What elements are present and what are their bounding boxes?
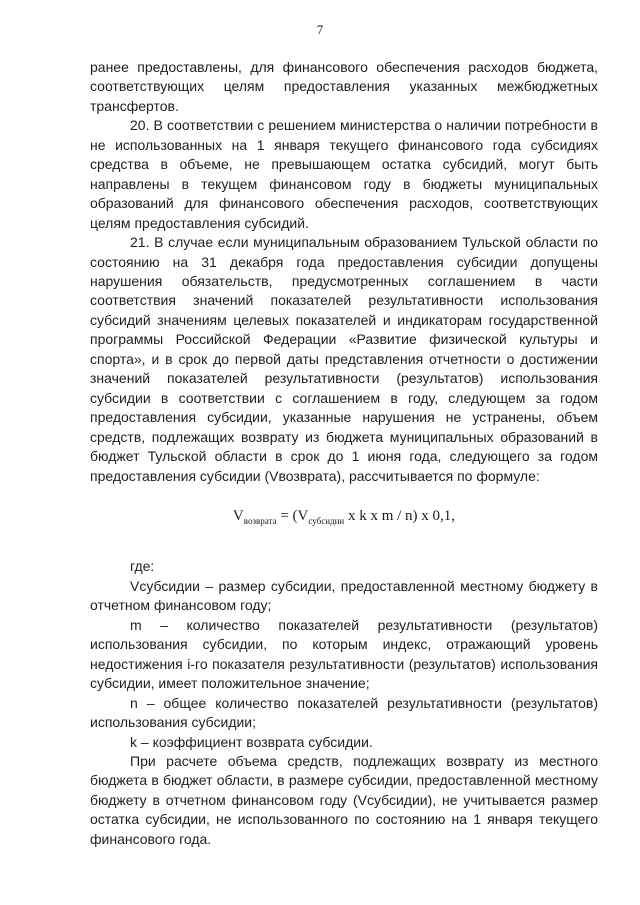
definition-vsubsidii: Vсубсидии – размер субсидии, предоставленной местному бюджету в отчетном финансовом году;: [90, 577, 598, 614]
paragraph-20: 20. В соответствии с решением министерства о наличии потребности в не использованных на 1 января текущего финансового года субсидиях средства в объеме, не превышающем остатка субсидий, могут быть направлены в текущем финансовом году в бюджеты муниципальных образований для финансового обеспечения расходов, соответствующих целям предоставления субсидий.: [90, 117, 598, 231]
formula: [90, 507, 598, 531]
paragraph-21: 21. В случае если муниципальным образованием Тульской области по состоянию на 31 декабря года предоставления субсидии допущены нарушения обязательств, предусмотренных соглашением в части соответствия значений показателей результативности использования субсидий значениям целевых показателей и индикаторам государственной программы Российской Федерации «Развитие физической культуры и спорта», и в срок до первой даты представления отчетности о достижении значений показателей результативности (результатов) использования субсидии в соответствии с соглашением в году, следующем за годом предоставления субсидии, указанные нарушения не устранены, объем средств, подлежащих возврату из бюджета муниципальных образований в бюджет Тульской области в срок до 1 июня года, следующего за годом предоставления субсидии (Vвозврата), рассчитывается по формуле:: [90, 234, 598, 484]
formula-eq: = (V: [276, 507, 309, 524]
formula-sub-subsidii: субсидии: [308, 515, 345, 526]
formula-v: V: [232, 507, 244, 524]
definition-n: n – общее количество показателей результативности (результатов) использования субсидии;: [90, 694, 598, 731]
formula-rest: x k x m / n) x 0,1,: [344, 507, 456, 524]
definition-where: где:: [130, 558, 155, 575]
formula-sub-vozvrata: возврата: [243, 515, 277, 526]
definition-m: m – количество показателей результативности (результатов) использования субсидии, по которым индекс, отражающий уровень недостижения i-го показателя результативности (результатов) использования субсидии, имеет положительное значение;: [90, 616, 598, 692]
definition-k: k – коэффициент возврата субсидии.: [130, 733, 373, 750]
document-body: [90, 58, 598, 849]
page-number: 7: [316, 22, 324, 37]
paragraph-continuation: ранее предоставлены, для финансового обеспечения расходов бюджета, соответствующих целям предоставления указанных межбюджетных трансфертов.: [90, 59, 598, 114]
paragraph-calculation: При расчете объема средств, подлежащих возврату из местного бюджета в бюджет области, в размере субсидии, предоставленной местному бюджету в отчетном финансовом году (Vсубсидии), не учитывается размер остатка субсидии, не использованного по состоянию на 1 января текущего финансового года.: [90, 752, 598, 847]
